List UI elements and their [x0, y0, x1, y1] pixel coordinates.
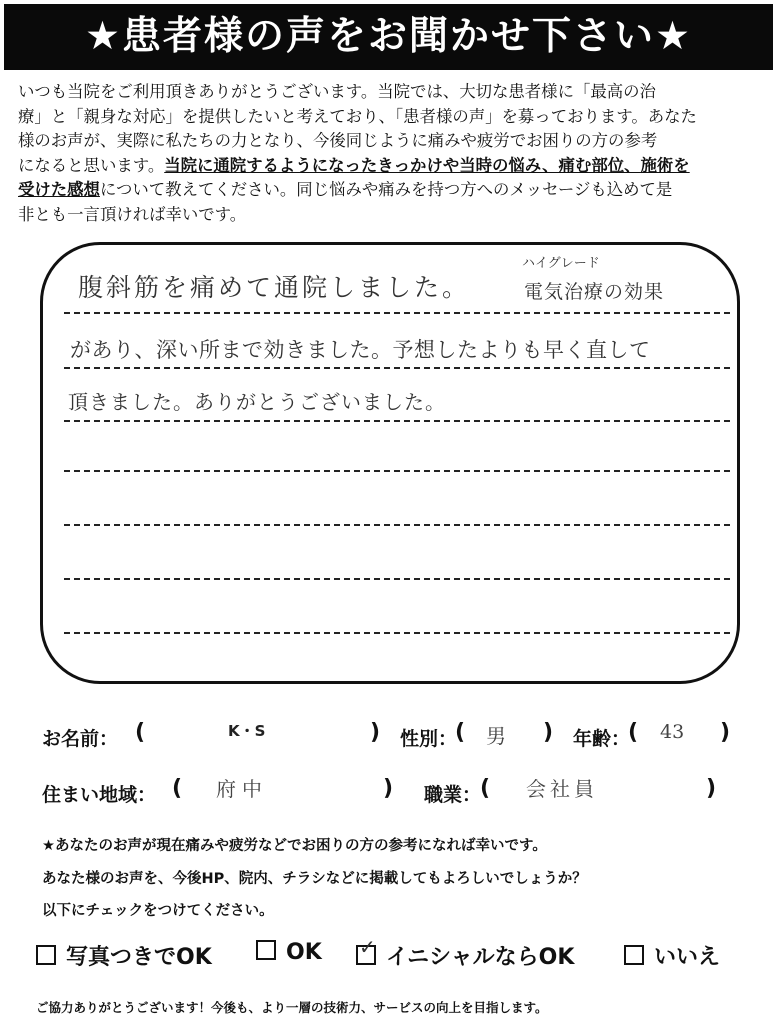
gender-label: 性別：	[400, 728, 458, 750]
job-value: 会社員	[526, 777, 598, 801]
handwritten-line: があり、深い所まで効きました。予想したよりも早く直して	[70, 338, 651, 362]
checkbox-initial-ok[interactable]	[356, 935, 376, 965]
option-photo-ok-label: 写真つきでOK	[66, 945, 212, 970]
writing-line	[64, 578, 730, 580]
intro-line: になると思います。	[18, 155, 165, 175]
option-initial-ok[interactable]	[356, 935, 575, 971]
option-no[interactable]	[624, 940, 720, 971]
note-line: 以下にチェックをつけてください。	[42, 903, 274, 919]
paren-close: )	[370, 720, 381, 745]
handwritten-line: 腹斜筋を痛めて通院しました。	[78, 273, 471, 302]
name-label: お名前：	[42, 728, 119, 750]
testimonial-box	[40, 242, 740, 684]
option-no-label: いいえ	[654, 945, 721, 970]
paren-close: )	[383, 776, 394, 801]
paren-close: )	[706, 776, 717, 801]
age-value: 43	[660, 721, 685, 743]
note-line: あなた様のお声を、今後HP、院内、チラシなどに掲載してもよろしいでしょうか？	[42, 871, 587, 887]
intro-line: について教えてください。同じ悩みや痛みを持つ方へのメッセージも込めて是	[99, 180, 673, 199]
footer-text: ご協力ありがとうございます！今後も、より一層の技術力、サービスの向上を目指します。	[36, 1000, 548, 1015]
page-banner: ★患者様の声をお聞かせ下さい★	[4, 4, 773, 70]
writing-line	[64, 470, 730, 472]
job-label: 職業：	[424, 784, 482, 806]
paren-close: )	[543, 720, 554, 745]
name-value: K・S	[228, 722, 266, 740]
intro-line: 非とも一言頂ければ幸いです。	[18, 204, 247, 224]
intro-line: 様のお声が、実際に私たちの力となり、今後同じように痛みや疲労でお困りの方の参考	[18, 131, 658, 150]
option-ok-label: OK	[286, 940, 322, 965]
checkbox-no[interactable]	[624, 945, 644, 965]
check-mark-icon: ✓	[359, 935, 376, 959]
paren-open: (	[172, 776, 183, 801]
note-line: ★あなたのお声が現在痛みや疲労などでお困りの方の参考になれば幸いです。	[42, 838, 547, 854]
paren-open: (	[480, 776, 491, 801]
option-initial-ok-label: イニシャルならOK	[386, 945, 575, 970]
area-label: 住まい地域：	[42, 784, 157, 806]
paren-open: (	[135, 720, 146, 745]
age-label: 年齢：	[573, 728, 631, 750]
intro-highlight: 受けた感想	[18, 180, 100, 199]
paren-open: (	[455, 720, 466, 745]
writing-line	[64, 367, 730, 369]
paren-close: )	[720, 720, 731, 745]
intro-line: 療」と「親身な対応」を提供したいと考えており、「患者様の声」を募っております。あなた	[18, 106, 697, 126]
handwritten-line: 電気治療の効果	[524, 281, 665, 303]
checkbox-photo-ok[interactable]	[36, 945, 56, 965]
handwritten-annotation: ハイグレード	[522, 256, 600, 271]
option-photo-ok[interactable]	[36, 940, 212, 971]
paren-open: (	[628, 720, 639, 745]
writing-line	[64, 420, 730, 422]
gender-value: 男	[486, 724, 506, 748]
writing-line	[64, 632, 730, 634]
intro-text	[18, 80, 763, 227]
intro-highlight: 当院に通院するようになったきっかけや当時の悩み、痛む部位、施術を	[164, 155, 690, 175]
writing-line	[64, 524, 730, 526]
area-value: 府中	[216, 777, 268, 801]
option-ok[interactable]	[256, 940, 322, 965]
checkbox-ok[interactable]	[256, 940, 276, 960]
intro-line: いつも当院をご利用頂きありがとうございます。当院では、大切な患者様に「最高の治	[18, 82, 656, 101]
writing-line	[64, 312, 730, 314]
handwritten-line: 頂きました。ありがとうございました。	[68, 390, 446, 414]
